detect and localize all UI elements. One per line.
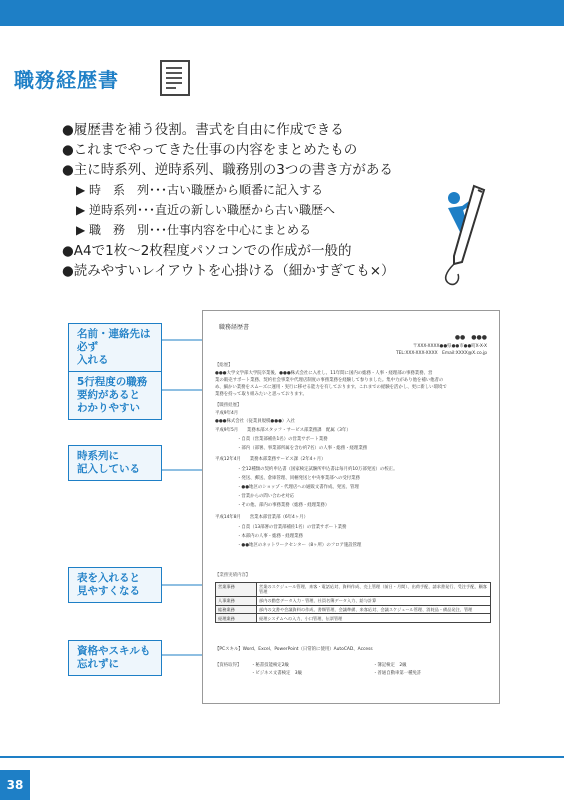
summary-line: 業務を持って取り組みたいと思っております。 [215,392,307,397]
table-row: 経理業務 経理システムへの入力、小口管理、伝票管理 [216,614,491,623]
sub-bullet-item: ▶ 時 系 列･･･古い職歴から順番に記入する [76,183,324,197]
history-line: 平成9年5月 業務本部スタッフ・サービス部業務課 配属（3年） [215,428,351,433]
cert-item: ・秘書技能検定2級 [251,663,289,668]
history-line: ・自責（13部署の営業部補佐1名）の営業サポート業務 [237,525,347,530]
cert-heading: 【資格取得】 [215,663,242,668]
pc-skill: 【PCスキル】Word、Excel、PowerPoint（日常的に使用）AutoCAD、Access [215,647,373,652]
bullet-item: ●主に時系列、逆時系列、職務別の3つの書き方がある [62,162,393,178]
history-line: ・本部内の人事・総務・経理業務 [237,534,303,539]
table-row: 人事業務 部内の勤怠データ入力・管理、社員名簿データ入力、給与計算 [216,596,491,605]
table-row: 総務業務 部内の文書や会議資料の作成、書類管理、会議準備、来客応対、会議スケジュール管理、消耗品・備品発注、管理 [216,605,491,614]
summary-line: め、細かい業務をスムーズに運用・実行に移せる能力を有しております。これまでの経験を活かし、更に新しい環境で [215,385,447,390]
page-title: 職務経歴書 [14,68,119,92]
sub-bullet-item: ▶ 逆時系列･･･直近の新しい職歴から古い職歴へ [76,203,336,217]
bullet-item: ●これまでやってきた仕事の内容をまとめたもの [62,142,358,158]
summary-line: ●●●大学文学部大学院卒業後、●●●株式会社に入社し、11年間に国内の総務・人事・経理部の事務業務、営 [215,371,433,376]
history-heading: 【職務経歴】 [215,403,242,408]
history-line: 平成12年4月 業務本部業務サービス課（2年4ヶ月） [215,457,326,462]
history-line: 平成14年8月 営業本部営業部（6年4ヶ月） [215,515,309,520]
callout-name-contact: 名前・連絡先は必ず 入れる [68,323,162,372]
callout-chronological: 時系列に 記入している [68,445,162,481]
sub-bullet-item: ▶ 職 務 別･･･仕事内容を中心にまとめる [76,223,312,237]
history-line: 平成9年4月 [215,411,239,416]
resume-sample [202,310,500,704]
table-row: 営業事務 営業のスケジュール管理、来客・電話応対、資料作成、売上管理（前日・月間）、出荷手配、請求書発行、受注手配、顧客管理 [216,583,491,597]
resume-contact: TEL:XXX-XXX-XXXX Email:XXXX@X.co.jp [395,351,487,356]
resume-address: 〒XXX-XXXX●●県●●市●●町X-X-X [412,344,487,349]
skills-table [215,582,491,623]
resume-name: ●● ●●● [454,334,487,341]
cert-item: ・ビジネス文書検定 3級 [251,671,302,676]
footer-line [0,756,564,758]
summary-heading: 【総歴】 [215,363,233,368]
history-line: ・●●地区のネットワークセンター（8ヶ所）のフロア施設管理 [237,543,362,548]
page-number: 38 [0,770,30,800]
cert-item: ・簿記検定 2級 [373,663,407,668]
history-line: ・営業からの問い合わせ対応 [237,494,295,499]
history-line: ・その他、部内の事務業務（総務・経理業務） [237,503,330,508]
history-line: ・部内（部署、事業部所属を含む約7名）の人事・総務・経理業務 [237,446,368,451]
history-line: ・自責（営業部補佐1名）の営業サポート業務 [237,437,328,442]
history-line: ・発送、郵送、倉庫管理、同梱発送と中央事業部への受付業務 [237,476,360,481]
history-line: ・●●地区のショップ・代理店への通販文書作成、発送、管理 [237,485,359,490]
resume-title: 職務経歴書 [219,324,250,331]
bullet-item: ●履歴書を補う役割。書式を自由に作成できる [62,122,344,138]
callout-qualifications: 資格やスキルも 忘れずに [68,640,162,676]
bullet-item: ●A4で1枚～2枚程度パソコンでの作成が一般的 [62,243,352,259]
callout-table: 表を入れると 見やすくなる [68,567,162,603]
history-line: ・全12種類の契約申込書（国家検定試験所申込書は毎月約10万部発送）の校正。 [237,467,398,472]
skills-heading: 【業務実績内容】 [215,573,251,578]
history-line: ●●●株式会社（従業員規模●●●）入社 [215,419,296,424]
bullet-item: ●読みやすいレイアウトを心掛ける（細かすぎても×） [62,263,395,279]
cert-item: ・普通自動車第一種免許 [373,671,422,676]
summary-line: 業の販売サポート業務、契約社会事業や代理店制度の事務業務を経験して参りました。集中力があり他を補い他者の [215,378,444,383]
callout-summary: 5行程度の職務 要約があると わかりやすい [68,371,162,420]
